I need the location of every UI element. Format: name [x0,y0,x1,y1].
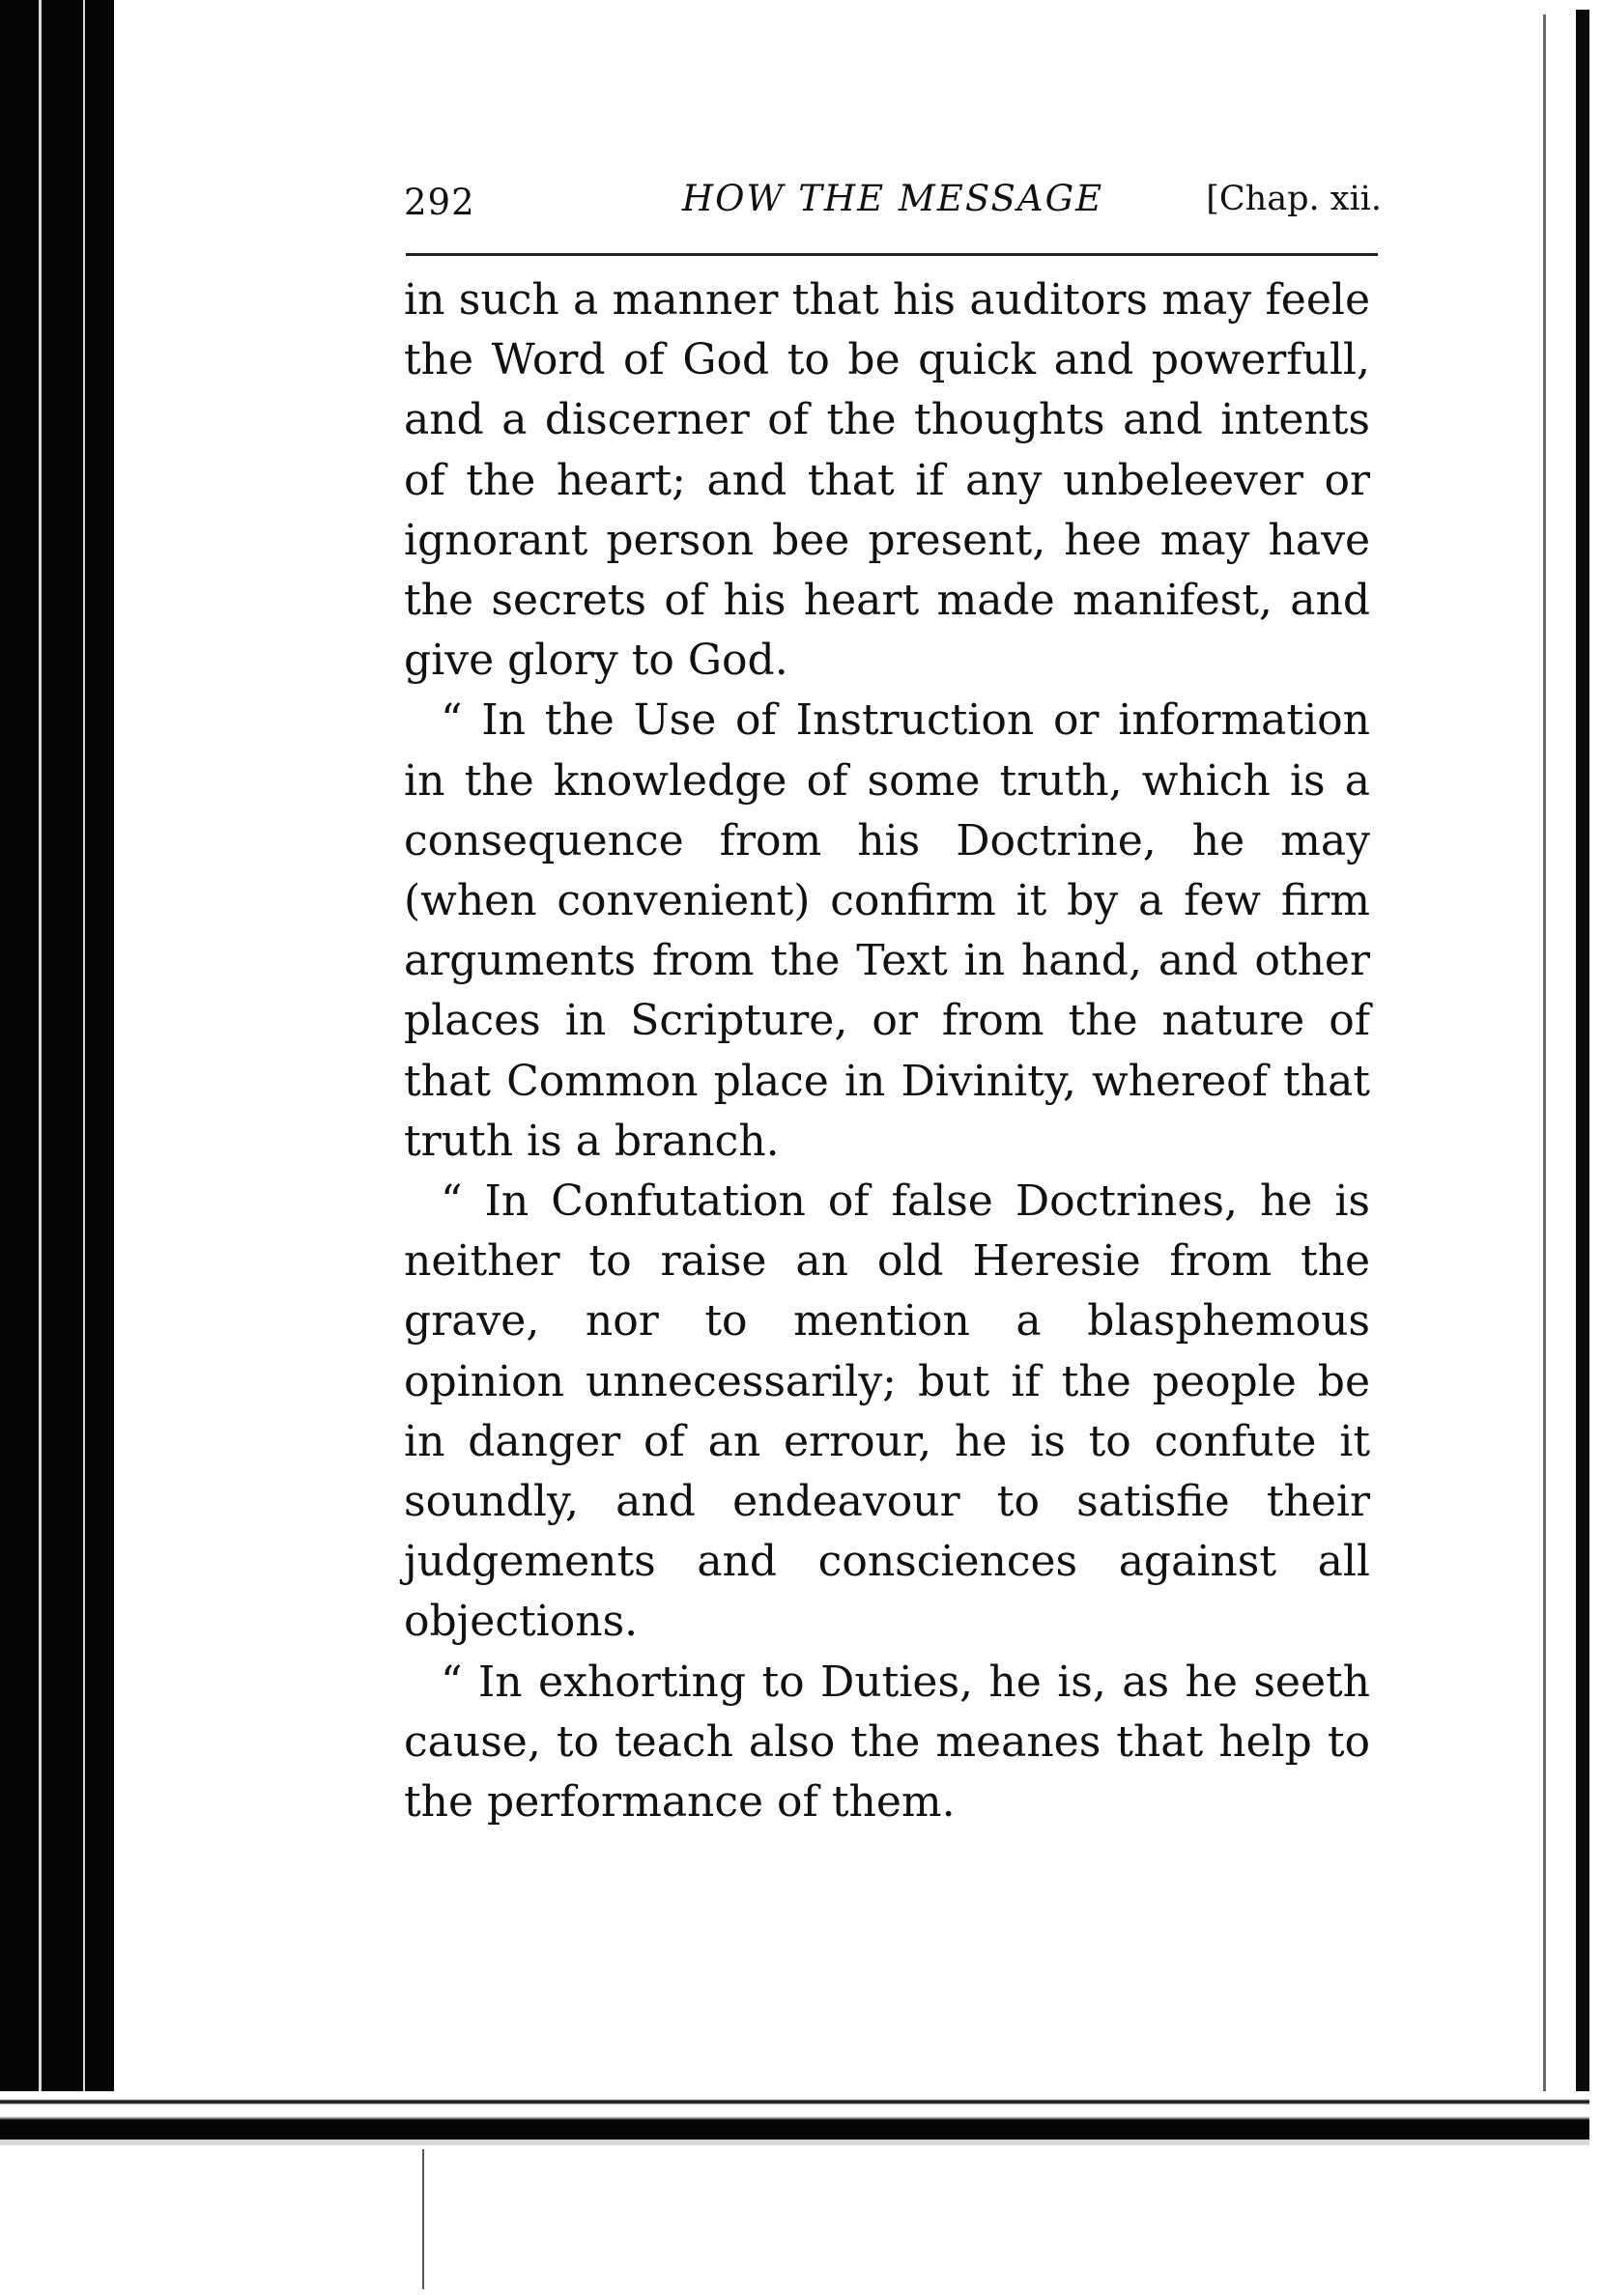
running-title: HOW THE MESSAGE [681,178,1104,219]
chapter-reference: [Chap. xii. [1206,180,1382,218]
paragraph: “ In exhorting to Duties, he is, as he seeth cause, to teach also the meanes that help to the performance of them. [404,1657,1370,1828]
scan-right-edge [1576,10,1589,2130]
paragraph: in such a manner that his auditors may feele the Word of God to be quick and powerfull, and a discerner of the thoughts and intents of the heart; and that if any unbeleever or ignorant person bee present, hee may have the secrets of his heart made manifest, and give glory to God. [404,275,1370,686]
paragraph: “ In Confutation of false Doctrines, he is neither to raise an old Heresie from the grave, nor to mention a blasphemous opinion unnecessarily; but if the people be in danger of an errour, he is to confute it soundly, and endeavour to satisfie their judgements and consciences against all objections. [404,1176,1370,1647]
scan-bottom-edge [0,2091,1589,2140]
scan-streak [83,0,85,2115]
header-rule [406,253,1378,256]
scan-binding-edge [0,0,114,2115]
page-body [404,270,1370,1832]
scan-streak [39,0,42,2115]
page-header [404,174,1382,238]
scan-bottom-shadow [0,2140,1589,2145]
scan-right-rule [1543,14,1546,2120]
page-number: 292 [404,182,475,223]
scan-stray-line [422,2149,424,2289]
paragraph: “ In the Use of Instruction or information in the knowledge of some truth, which is a consequence from his Doctrine, he may (when convenient) confirm it by a few firm arguments from the Text in hand, and other places in Scripture, or from the nature of that Common place in Divinity, whereof that truth is a branch. [404,695,1370,1166]
